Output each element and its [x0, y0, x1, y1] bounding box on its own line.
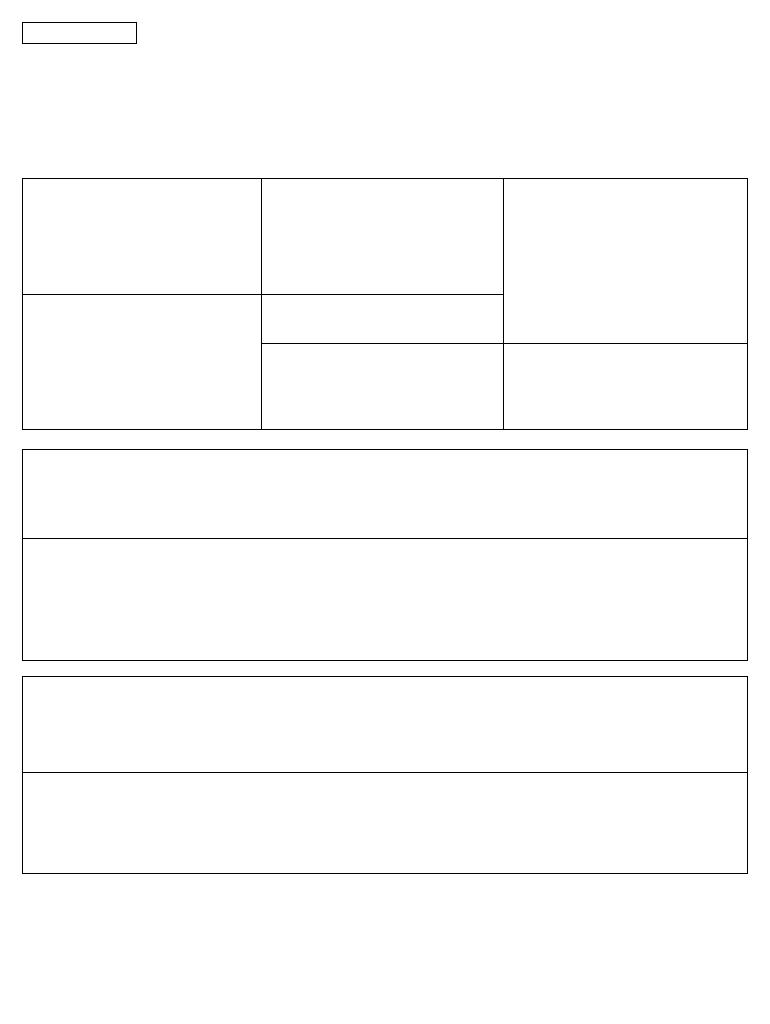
reporting-grid	[22, 178, 748, 430]
table1	[22, 449, 748, 661]
divider	[503, 178, 504, 430]
divider	[22, 538, 748, 539]
divider	[261, 178, 262, 430]
divider	[262, 343, 748, 344]
table2	[22, 676, 748, 874]
form-title	[22, 22, 137, 44]
divider	[22, 294, 504, 295]
divider	[22, 772, 748, 773]
